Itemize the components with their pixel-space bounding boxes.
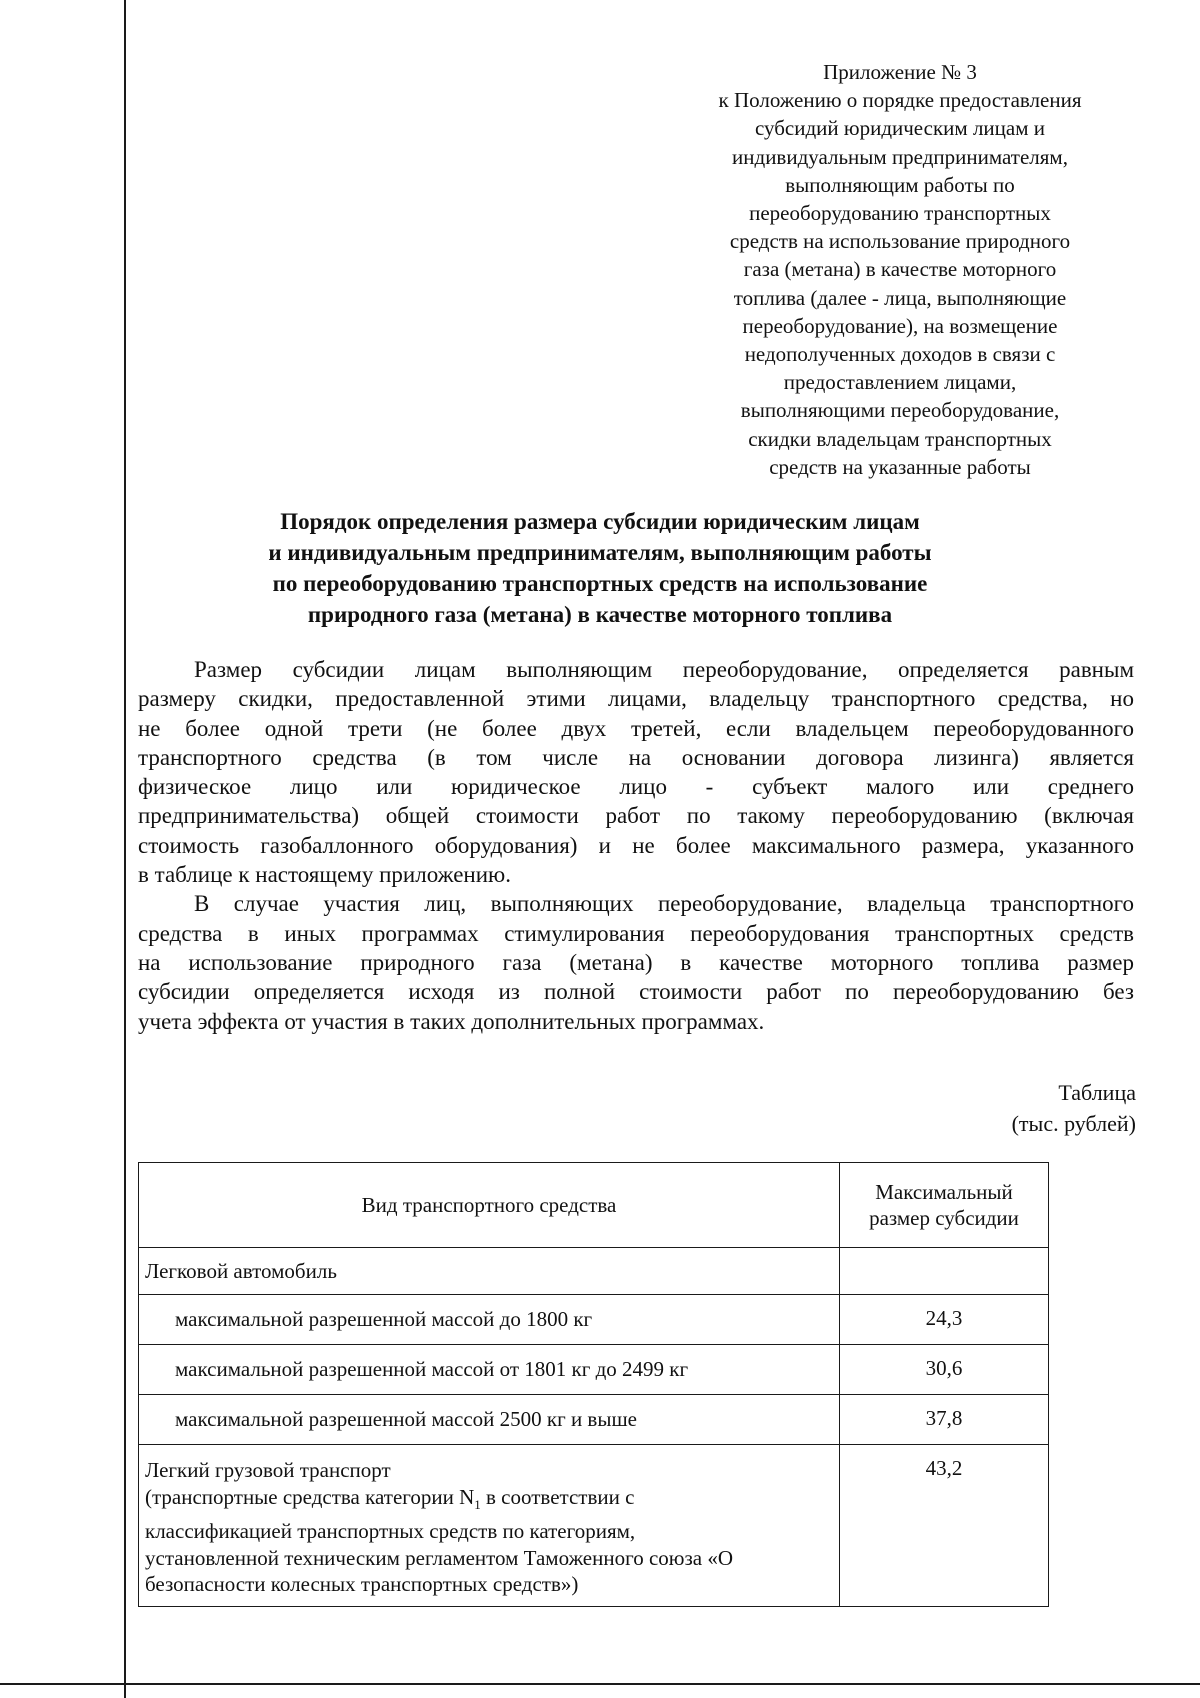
header-max-subsidy-line: Максимальный [875, 1179, 1013, 1204]
table-caption [850, 1077, 1136, 1139]
appendix-line: к Положению о порядке предоставления [718, 88, 1082, 113]
row-label: максимальной разрешенной массой 2500 кг и выше [139, 1395, 840, 1445]
paragraph-line: на использование природного газа (метана) в качестве моторного топлива размер [138, 949, 1134, 975]
document-title [150, 506, 1050, 630]
appendix-line: предоставлением лицами, [783, 370, 1017, 395]
trucks-line: установленной техническим регламентом Таможенного союза «О [145, 1545, 733, 1570]
trucks-line [145, 1484, 833, 1519]
trucks-line: безопасности колесных транспортных средств») [145, 1572, 579, 1597]
appendix-line: выполняющими переоборудование, [740, 398, 1060, 423]
paragraph-1 [138, 655, 1134, 889]
appendix-line: топлива (далее - лица, выполняющие [733, 285, 1067, 310]
paragraph-line: в таблице к настоящему приложению. [138, 862, 511, 888]
appendix-line: переоборудование), на возмещение [742, 313, 1058, 338]
table-row [139, 1395, 1049, 1445]
appendix-header [670, 58, 1130, 481]
table-row [139, 1248, 1049, 1295]
paragraph-line: не более одной трети (не более двух третей, если владельцем переоборудованного [138, 715, 1134, 741]
appendix-line: переоборудованию транспортных [749, 201, 1051, 226]
header-max-subsidy-line: размер субсидии [869, 1206, 1019, 1230]
appendix-line: скидки владельцам транспортных [748, 426, 1052, 451]
table-caption-unit: (тыс. рублей) [1011, 1111, 1136, 1136]
header-vehicle-type: Вид транспортного средства [139, 1163, 840, 1248]
title-line: Порядок определения размера субсидии юридическим лицам [280, 509, 920, 534]
appendix-line: средств на указанные работы [769, 454, 1031, 479]
category-subscript: 1 [474, 1496, 481, 1512]
header-max-subsidy [840, 1163, 1049, 1248]
paragraph-2 [138, 889, 1134, 1035]
row-value: 37,8 [840, 1395, 1049, 1445]
trucks-line: Легкий грузовой транспорт [145, 1458, 391, 1482]
appendix-line: субсидий юридическим лицам и [754, 116, 1046, 141]
trucks-line-text: (транспортные средства категории N [145, 1484, 475, 1509]
title-line: и индивидуальным предпринимателям, выполняющим работы [268, 540, 932, 565]
body-text [138, 655, 1134, 1036]
paragraph-line: предпринимательства) общей стоимости работ по такому переоборудованию (включая [138, 803, 1134, 829]
title-line: природного газа (метана) в качестве моторного топлива [307, 602, 893, 627]
paragraph-line: физическое лицо или юридическое лицо - субъект малого или среднего [138, 774, 1134, 800]
appendix-line: средств на использование природного [729, 229, 1071, 254]
row-value: 24,3 [840, 1295, 1049, 1345]
row-value: 43,2 [840, 1445, 1049, 1607]
category-cars: Легковой автомобиль [139, 1248, 840, 1295]
paragraph-line: транспортного средства (в том числе на основании договора лизинга) является [138, 744, 1134, 770]
table-row [139, 1295, 1049, 1345]
row-label: максимальной разрешенной массой от 1801 кг до 2499 кг [139, 1345, 840, 1395]
paragraph-line: субсидии определяется исходя из полной стоимости работ по переоборудованию без [138, 979, 1134, 1005]
trucks-line-text: в соответствии с [480, 1484, 635, 1509]
paragraph-line: стоимость газобаллонного оборудования) и не более максимального размера, указанного [138, 832, 1134, 858]
trucks-line: классификацией транспортных средств по категориям, [145, 1519, 636, 1544]
category-cars-value [840, 1248, 1049, 1295]
row-label: максимальной разрешенной массой до 1800 кг [139, 1295, 840, 1345]
bottom-margin-rule [0, 1683, 1200, 1685]
subsidy-table [138, 1162, 1049, 1607]
row-value: 30,6 [840, 1345, 1049, 1395]
title-line: по переоборудованию транспортных средств на использование [272, 571, 928, 596]
appendix-line: выполняющим работы по [785, 172, 1015, 197]
left-margin-rule [124, 0, 126, 1698]
paragraph-line: средства в иных программах стимулирования переоборудования транспортных средств [138, 920, 1134, 946]
table-header-row [139, 1163, 1049, 1248]
paragraph-line: В случае участия лиц, выполняющих переоборудование, владельца транспортного [194, 891, 1134, 917]
paragraph-line: Размер субсидии лицам выполняющим переоборудование, определяется равным [194, 657, 1134, 682]
category-light-trucks [139, 1445, 840, 1607]
paragraph-line: размеру скидки, предоставленной этими лицами, владельцу транспортного средства, но [138, 686, 1134, 712]
appendix-line: индивидуальным предпринимателям, [732, 144, 1068, 169]
appendix-line: Приложение № 3 [823, 60, 977, 84]
table-row [139, 1445, 1049, 1607]
appendix-line: недополученных доходов в связи с [744, 342, 1056, 367]
table-caption-label: Таблица [1058, 1080, 1136, 1105]
paragraph-line: учета эффекта от участия в таких дополнительных программах. [138, 1008, 765, 1034]
table-row [139, 1345, 1049, 1395]
appendix-line: газа (метана) в качестве моторного [743, 257, 1057, 282]
